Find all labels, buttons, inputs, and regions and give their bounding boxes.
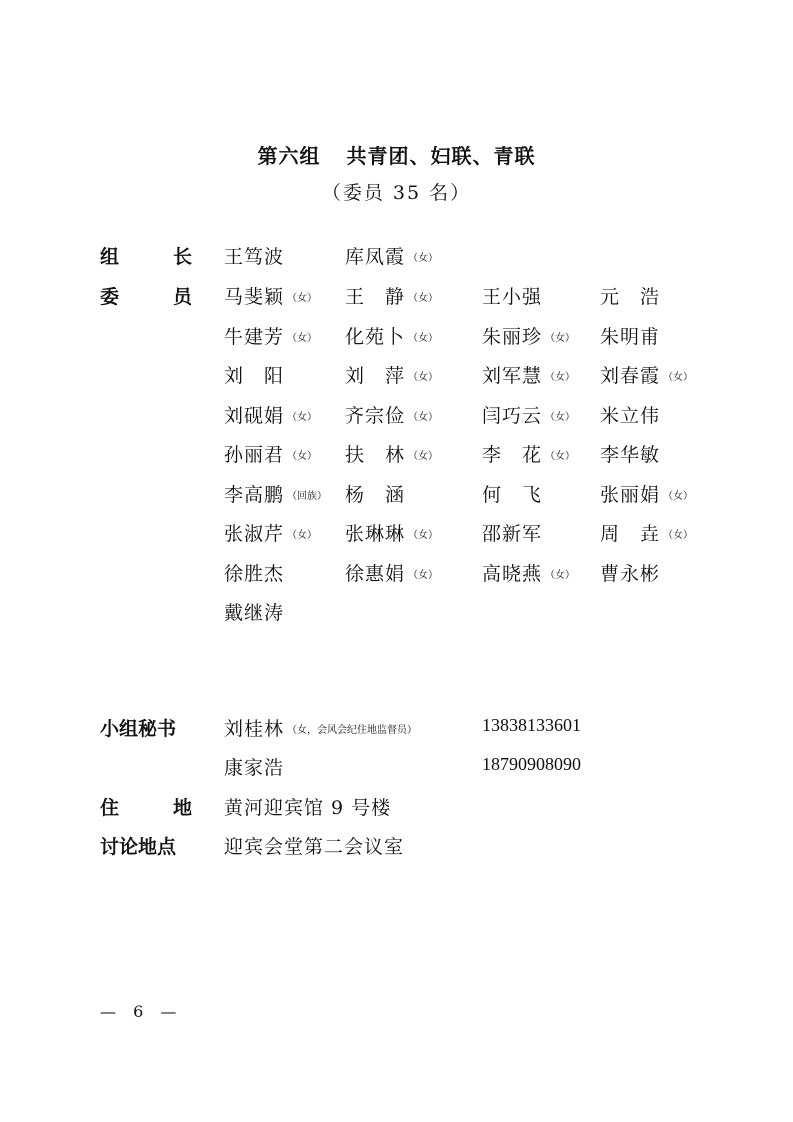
member-name: 何 飞 xyxy=(482,483,543,506)
member-name: 张琳琳 （女） xyxy=(345,523,439,545)
member-name: 扶 林 （女） xyxy=(345,444,439,466)
venue-label: 讨论地点 xyxy=(100,836,177,858)
member-name: 曹永彬 xyxy=(600,562,661,585)
member-name: 徐胜杰 xyxy=(224,562,285,585)
member-name: 高晓燕 （女） xyxy=(482,562,576,585)
member-name: 齐宗俭 （女） xyxy=(345,404,439,427)
member-name: 张丽娟 （女） xyxy=(600,483,694,506)
secretary-label: 小组秘书 xyxy=(100,718,177,740)
members-label: 委 员 xyxy=(100,286,192,308)
member-count: （委员 35 名） xyxy=(321,182,472,204)
member-name: 化苑卜 （女） xyxy=(345,325,439,348)
page-number: — 6 — xyxy=(100,1002,183,1021)
member-name: 邵新军 xyxy=(482,523,543,545)
secretary-name: 康家浩 xyxy=(224,757,285,779)
member-name: 元 浩 xyxy=(600,286,661,308)
venue-value: 迎宾会堂第二会议室 xyxy=(224,836,405,858)
member-name: 李华敏 xyxy=(600,444,661,466)
member-name: 王 静 （女） xyxy=(345,286,439,308)
group-orgs: 共青团、妇联、青联 xyxy=(346,144,536,168)
leader-name: 库凤霞 （女） xyxy=(345,246,439,268)
member-name: 刘 阳 xyxy=(224,365,285,387)
secretary-phone: 18790908090 xyxy=(482,754,581,774)
residence-value: 黄河迎宾馆 9 号楼 xyxy=(224,797,392,819)
member-name: 孙丽君 （女） xyxy=(224,444,318,466)
member-name: 戴继涛 xyxy=(224,602,285,624)
member-name: 朱明甫 xyxy=(600,325,661,348)
member-name: 周 垚 （女） xyxy=(600,523,694,545)
secretary-phone: 13838133601 xyxy=(482,715,581,735)
member-name: 王小强 xyxy=(482,286,543,308)
leader-label: 组 长 xyxy=(100,246,192,268)
member-name: 米立伟 xyxy=(600,404,661,427)
member-name: 杨 涵 xyxy=(345,483,406,506)
group-number: 第六组 xyxy=(257,144,321,168)
member-name: 闫巧云 （女） xyxy=(482,404,576,427)
leader-name: 王笃波 xyxy=(224,246,285,268)
member-name: 马斐颖 （女） xyxy=(224,286,318,308)
member-name: 徐惠娟 （女） xyxy=(345,562,439,585)
member-name: 刘砚娟 （女） xyxy=(224,404,318,427)
member-name: 朱丽珍 （女） xyxy=(482,325,576,348)
member-name: 刘 萍 （女） xyxy=(345,365,439,387)
member-name: 刘春霞 （女） xyxy=(600,365,694,387)
secretary-name: 刘桂林 （女，会风会纪住地监督员） xyxy=(224,718,418,740)
residence-label: 住 地 xyxy=(100,797,192,819)
member-name: 牛建芳 （女） xyxy=(224,325,318,348)
member-name: 张淑芹 （女） xyxy=(224,523,318,545)
member-name: 李高鹏 （回族） xyxy=(224,483,328,506)
member-name: 李 花 （女） xyxy=(482,444,576,466)
group-title xyxy=(0,140,793,169)
member-name: 刘军慧 （女） xyxy=(482,365,576,387)
